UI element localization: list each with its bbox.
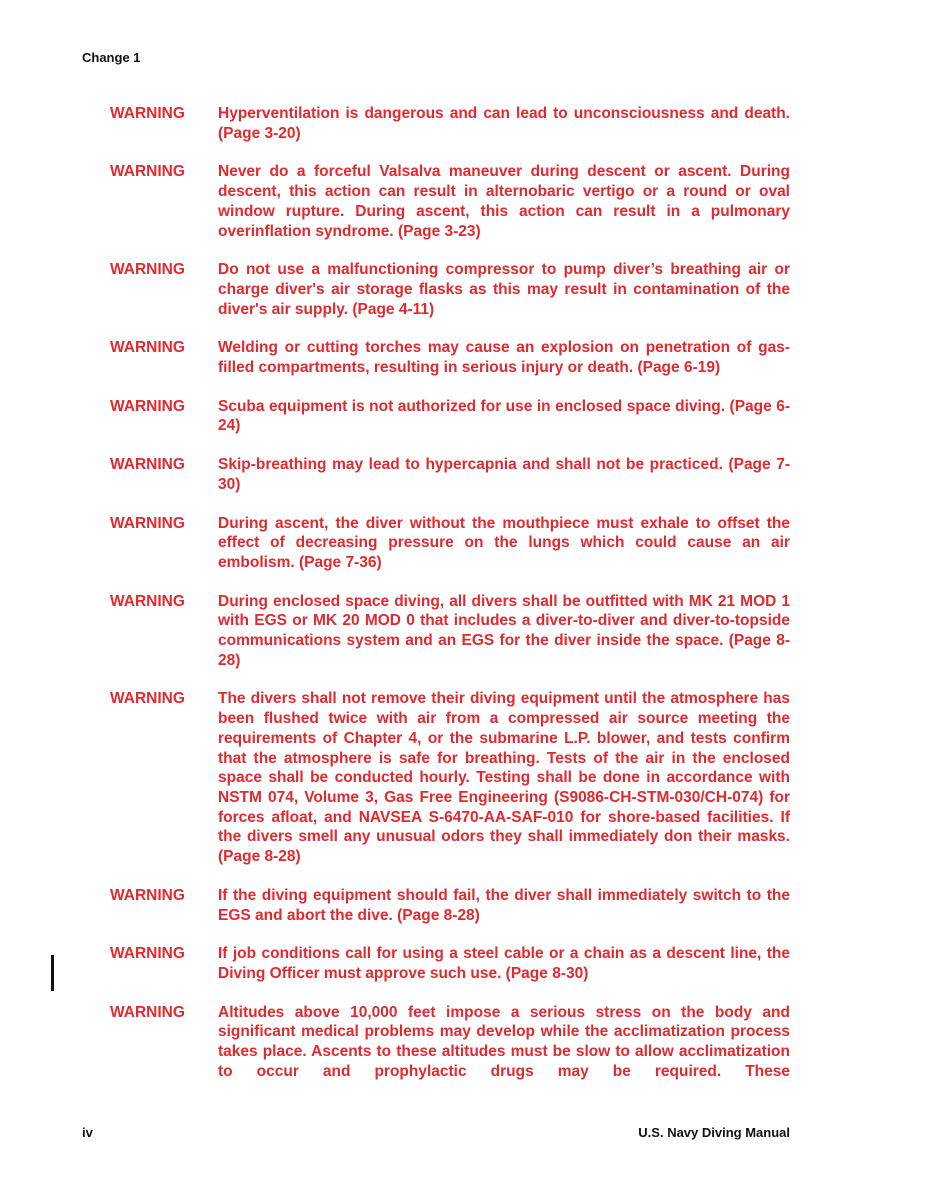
warning-text: During ascent, the diver without the mouthpiece must exhale to offset the effect of decreasing pressure on the lungs which could cause an air embolism. (Page 7-36) (218, 514, 790, 571)
warning-label: WARNING (110, 261, 185, 279)
warning-text: Never do a forceful Valsalva maneuver during descent or ascent. During descent, this action can result in alternobaric vertigo or a round or oval window rupture. During ascent, this action can result in a pulmonary overinflation syndrome. (Page 3-23) (218, 163, 790, 240)
warning-text: Welding or cutting torches may cause an explosion on penetration of gas-filled compartments, resulting in serious injury or death. (Page 6-19) (218, 339, 790, 377)
warning-text: Hyperventilation is dangerous and can lead to unconsciousness and death. (Page 3-20) (218, 105, 790, 142)
warning-label: WARNING (110, 397, 185, 415)
warning-label: WARNING (110, 339, 185, 357)
warning-block (110, 514, 790, 573)
warning-block (110, 162, 790, 241)
warning-label: WARNING (110, 163, 185, 181)
warning-text: Altitudes above 10,000 feet impose a serious stress on the body and significant medical problems may develop while the acclimatization process takes place. Ascents to these altitudes must be slow to allow acclimatization to occur and prophylactic drugs may be required. These (218, 1003, 790, 1080)
warning-block (110, 455, 790, 494)
warning-block (110, 104, 790, 143)
warning-text: If the diving equipment should fail, the diver shall immediately switch to the EGS and abort the dive. (Page 8-28) (218, 886, 790, 924)
change-header: Change 1 (82, 50, 141, 65)
page-number: iv (82, 1125, 93, 1140)
warning-text: The divers shall not remove their diving equipment until the atmosphere has been flushed twice with air from a compressed air source meeting the requirements of Chapter 4, or the submarine L.P. blower, and tests confirm that the atmosphere is safe for breathing. Tests of the air in the enclosed space shall be conducted hourly. Testing shall be done in accordance with NSTM 074, Volume 3, Gas Free Engineering (S9086-CH-STM-030/CH-074) for forces afloat, and NAVSEA S-6470-AA-SAF-010 for shore-based facilities. If the divers smell any unusual odors they shall immediately don their masks. (Page 8-28) (218, 690, 790, 866)
change-bar (51, 955, 54, 991)
warning-block (110, 689, 790, 866)
warning-text: During enclosed space diving, all divers shall be outfitted with MK 21 MOD 1 with EGS or MK 20 MOD 0 that includes a diver-to-diver and diver-to-topside communications system and an EGS for the diver inside the space. (Page 8-28) (218, 592, 790, 669)
warning-block (110, 397, 790, 436)
warnings-list (110, 104, 790, 1081)
warning-block (110, 944, 790, 983)
warning-text: Skip-breathing may lead to hypercapnia and shall not be practiced. (Page 7-30) (218, 456, 790, 493)
warning-block (110, 886, 790, 925)
warning-text: Scuba equipment is not authorized for use in enclosed space diving. (Page 6-24) (218, 397, 790, 435)
warning-label: WARNING (110, 945, 185, 963)
warning-label: WARNING (110, 514, 185, 532)
warning-text: Do not use a malfunctioning compressor to pump diver’s breathing air or charge diver's air storage flasks as this may result in contamination of the diver's air supply. (Page 4-11) (218, 261, 790, 318)
warning-block (110, 1003, 790, 1082)
warning-label: WARNING (110, 105, 185, 122)
warning-label: WARNING (110, 456, 185, 474)
warning-label: WARNING (110, 886, 185, 904)
warning-block (110, 338, 790, 377)
manual-title: U.S. Navy Diving Manual (638, 1125, 790, 1140)
warning-label: WARNING (110, 592, 185, 610)
warning-block (110, 592, 790, 671)
warning-label: WARNING (110, 1003, 185, 1021)
warning-text: If job conditions call for using a steel cable or a chain as a descent line, the Diving Officer must approve such use. (Page 8-30) (218, 945, 790, 982)
warning-label: WARNING (110, 690, 185, 708)
warning-block (110, 260, 790, 319)
